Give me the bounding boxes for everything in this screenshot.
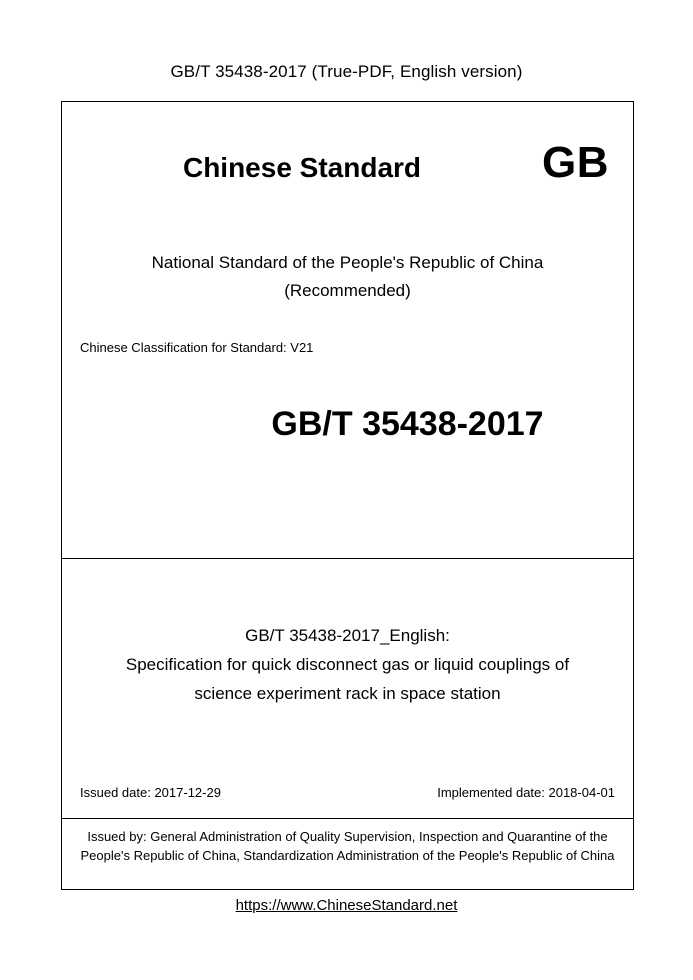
classification-code: Chinese Classification for Standard: V21 (80, 340, 314, 355)
cover-frame (61, 101, 634, 890)
national-standard-subtitle (62, 249, 633, 305)
english-title-line-1: GB/T 35438-2017_English: (245, 626, 450, 645)
page-title: GB/T 35438-2017 (True-PDF, English version) (170, 62, 523, 81)
english-title (62, 621, 633, 708)
date-row (62, 785, 633, 800)
site-url[interactable] (0, 897, 693, 914)
english-title-line-3: science experiment rack in space station (194, 684, 501, 703)
cover-lower-section (62, 559, 633, 819)
cover-upper-section (62, 102, 633, 559)
national-standard-line-2: (Recommended) (284, 281, 411, 300)
issued-by-block: Issued by: General Administration of Quality Supervision, Inspection and Quarantine of the People's Republic of China, Standardization Administration of the People's Republic of China (80, 829, 615, 863)
national-standard-line-1: National Standard of the People's Republic of China (151, 253, 544, 272)
issued-date: Issued date: 2017-12-29 (80, 785, 221, 800)
chinese-standard-heading: Chinese Standard (182, 152, 422, 183)
gb-logo: GB (542, 138, 609, 187)
english-title-line-2: Specification for quick disconnect gas or liquid couplings of (125, 655, 570, 674)
implemented-date: Implemented date: 2018-04-01 (437, 785, 615, 800)
standard-number: GB/T 35438-2017 (271, 405, 544, 443)
site-url-link[interactable]: https://www.ChineseStandard.net (235, 897, 458, 914)
